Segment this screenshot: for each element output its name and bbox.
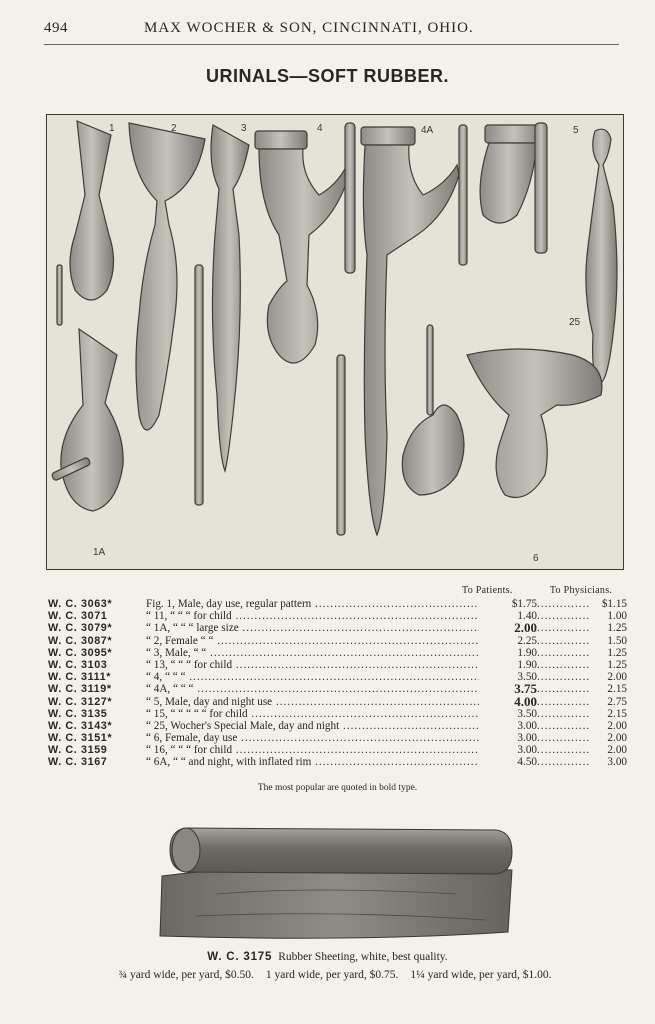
width-price: ¾ yard wide, per yard, $0.50. (118, 969, 254, 981)
price-patients: 3.50 (517, 671, 537, 684)
fig-label-3: 3 (241, 123, 247, 134)
leader-dots (537, 696, 589, 708)
fig-label-1a: 1A (93, 547, 106, 558)
catalog-code: W. C. 3151* (48, 732, 113, 745)
catalog-code: W. C. 3111* (48, 671, 112, 684)
sheeting-description: Rubber Sheeting, white, best quality. (278, 951, 448, 963)
footnote: The most popular are quoted in bold type. (257, 783, 418, 793)
catalog-code: W. C. 3063* (48, 598, 113, 610)
price-physicians: 2.00 (607, 732, 627, 745)
price-patients: 1.90 (517, 658, 537, 671)
price-patients: 4.50 (517, 756, 537, 769)
price-physicians: 2.15 (607, 683, 627, 696)
price-physicians: 1.00 (607, 610, 627, 623)
price-table (48, 598, 628, 769)
price-row (48, 744, 628, 756)
price-physicians: 1.25 (607, 622, 627, 635)
page-header (44, 18, 619, 45)
price-physicians: 2.00 (607, 671, 627, 684)
price-patients: 1.90 (517, 646, 537, 659)
price-row (48, 708, 628, 720)
price-patients: 1.40 (517, 610, 537, 623)
running-head: MAX WOCHER & SON, CINCINNATI, OHIO. (144, 20, 474, 36)
catalog-code: W. C. 3167 (48, 756, 108, 769)
price-physicians: 2.15 (607, 707, 627, 720)
catalog-code: W. C. 3159 (48, 744, 108, 757)
catalog-code: W. C. 3127* (48, 695, 113, 708)
leader-dots (537, 635, 589, 647)
width-price: 1 yard wide, per yard, $0.75. (265, 969, 399, 981)
catalog-code: W. C. 3103 (48, 658, 108, 671)
page-number: 494 (44, 20, 68, 36)
leader-dots (537, 683, 589, 695)
price-row (48, 622, 628, 634)
price-row (48, 693, 628, 709)
price-column-headers (462, 585, 612, 596)
price-physicians: 1.50 (607, 634, 627, 647)
price-row (48, 610, 628, 622)
price-patients: 2.25 (517, 634, 537, 647)
price-row (48, 683, 628, 695)
catalog-code: W. C. 3095* (48, 646, 113, 659)
fig-label-4a: 4A (421, 125, 434, 136)
price-patients: 3.75 (514, 681, 537, 697)
rubber-sheeting-illustration (156, 824, 516, 942)
item-description: “ 4, “ “ “ ..... (146, 671, 479, 683)
leader-dots (537, 610, 589, 622)
leader-dots (537, 708, 589, 720)
price-patients: 3.00 (517, 719, 537, 732)
price-row (48, 732, 628, 744)
catalog-code: W. C. 3079* (48, 622, 113, 635)
col-header-patients: To Patients. (462, 585, 513, 596)
catalog-code: W. C. 3135 (48, 707, 108, 720)
fig-label-5: 5 (573, 125, 579, 136)
price-physicians: 2.00 (607, 744, 627, 757)
item-description: “ 15, “ “ “ “ “ for child ..... (146, 708, 479, 720)
catalog-code: W. C. 3071 (48, 610, 108, 623)
fig-label-25: 25 (569, 317, 581, 328)
col-header-physicians: To Physicians. (549, 585, 613, 596)
catalog-code: W. C. 3119* (48, 683, 112, 696)
price-row (48, 635, 628, 647)
price-physicians: 1.25 (607, 658, 627, 671)
urinals-illustration (46, 114, 624, 570)
leader-dots (537, 598, 589, 610)
item-description: “ 16, “ “ “ for child ..... (146, 744, 479, 756)
item-description: “ 4A, “ “ “ ..... (146, 683, 479, 695)
fig-label-2: 2 (171, 123, 177, 134)
leader-dots (537, 647, 589, 659)
leader-dots (537, 671, 589, 683)
item-description: “ 2, Female “ “ ..... (146, 635, 479, 647)
catalog-code: W. C. 3143* (48, 719, 113, 732)
item-description: “ 13, “ “ “ for child ..... (146, 659, 479, 671)
price-patients: 2.00 (514, 620, 537, 636)
item-description: Fig. 1, Male, day use, regular pattern ..... (146, 598, 479, 610)
item-description: “ 11, “ “ “ for child ..... (146, 610, 479, 622)
sheeting-caption (0, 951, 655, 963)
item-description: “ 1A, “ “ “ large size ..... (146, 622, 479, 634)
price-physicians: $1.15 (601, 598, 627, 610)
price-patients: 3.00 (517, 732, 537, 745)
item-description: “ 25, Wocher's Special Male, day and night ..... (146, 720, 479, 732)
leader-dots (537, 756, 589, 768)
item-description: “ 5, Male, day and night use ..... (146, 696, 479, 708)
item-description: “ 6, Female, day use ..... (146, 732, 479, 744)
price-patients: 3.50 (517, 707, 537, 720)
leader-dots (537, 622, 589, 634)
leader-dots (537, 720, 589, 732)
price-physicians: 2.75 (607, 695, 627, 708)
leader-dots (537, 744, 589, 756)
catalog-code: W. C. 3087* (48, 634, 113, 647)
item-description: “ 3, Male, “ “ ..... (146, 647, 479, 659)
price-physicians: 2.00 (607, 719, 627, 732)
item-description: “ 6A, “ “ and night, with inflated rim ..... (146, 756, 479, 768)
fig-label-1: 1 (109, 123, 115, 134)
price-row (48, 720, 628, 732)
price-row (48, 647, 628, 659)
price-patients: $1.75 (511, 598, 537, 610)
fig-label-6: 6 (533, 553, 539, 564)
leader-dots (537, 659, 589, 671)
price-patients: 4.00 (514, 693, 537, 709)
price-row (48, 598, 628, 610)
fig-label-4: 4 (317, 123, 323, 134)
sheeting-widths (0, 969, 655, 981)
leader-dots (537, 732, 589, 744)
price-row (48, 659, 628, 671)
price-physicians: 3.00 (607, 756, 627, 769)
width-price: 1¼ yard wide, per yard, $1.00. (410, 969, 552, 981)
price-patients: 3.00 (517, 744, 537, 757)
price-physicians: 1.25 (607, 646, 627, 659)
sheeting-code: W. C. 3175 (207, 951, 273, 963)
page-title: URINALS—SOFT RUBBER. (206, 66, 449, 86)
price-row (48, 671, 628, 683)
price-row (48, 756, 628, 768)
